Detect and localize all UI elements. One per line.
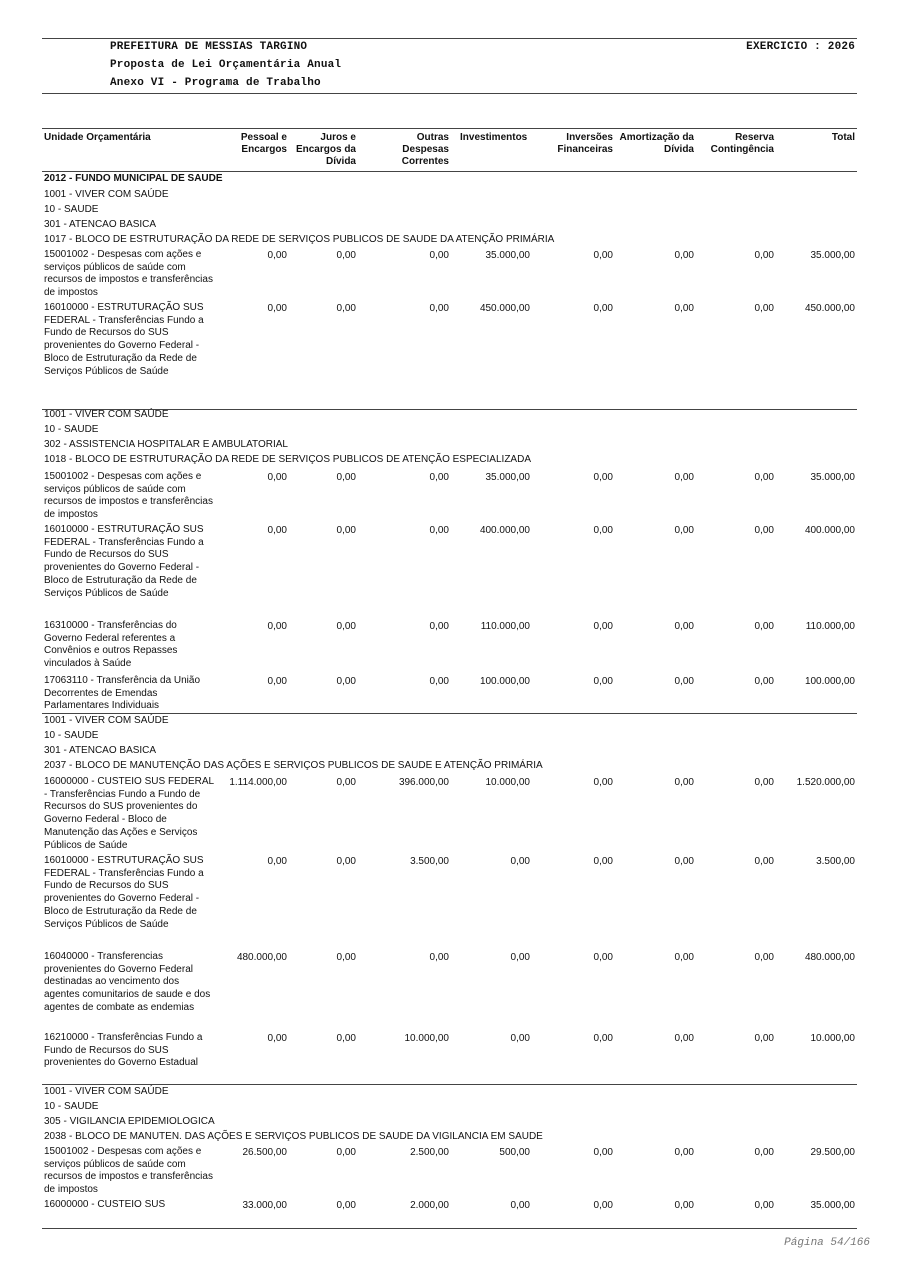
cell-amort: 0,00	[674, 856, 694, 867]
top-rule	[42, 38, 857, 39]
col-total	[832, 132, 855, 144]
cell-inversoes: 0,00	[593, 856, 613, 867]
unit-title: 2012 - FUNDO MUNICIPAL DE SAUDE	[44, 173, 223, 184]
cell-total: 110.000,00	[805, 621, 855, 632]
cell-pessoal: 33.000,00	[242, 1200, 287, 1211]
cell-total: 450.000,00	[804, 303, 855, 314]
subfunction-label: 302 - ASSISTENCIA HOSPITALAR E AMBULATORIAL	[44, 439, 288, 450]
col-outras-l3: Correntes	[401, 156, 449, 167]
cell-outras: 0,00	[429, 952, 449, 963]
cell-total: 29.500,00	[810, 1147, 855, 1158]
col-pessoal-l2: Encargos	[241, 144, 287, 155]
cell-inversoes: 0,00	[593, 472, 613, 483]
cell-reserva: 0,00	[754, 303, 774, 314]
col-invest	[460, 132, 527, 144]
cell-outras: 0,00	[429, 676, 449, 687]
action-label: 1018 - BLOCO DE ESTRUTURAÇÃO DA REDE DE SERVIÇOS PUBLICOS DE ATENÇÃO ESPECIALIZADA	[44, 454, 531, 465]
cell-invest: 35.000,00	[485, 250, 530, 261]
cell-juros: 0,00	[336, 621, 356, 632]
cell-total: 1.520.000,00	[796, 777, 855, 788]
function-label: 10 - SAUDE	[44, 204, 99, 215]
col-juros-l2: Encargos da	[295, 144, 356, 155]
cell-reserva: 0,00	[754, 472, 774, 483]
cell-pessoal: 0,00	[267, 250, 287, 261]
row-desc: 15001002 - Despesas com ações e serviços públicos de saúde com recursos de impostos e transferências de impostos	[44, 1146, 213, 1196]
program-label: 1001 - VIVER COM SAÚDE	[44, 189, 169, 200]
cell-pessoal: 1.114.000,00	[229, 777, 287, 788]
subfunction-label: 301 - ATENCAO BASICA	[44, 745, 157, 756]
cell-juros: 0,00	[336, 250, 356, 261]
row-desc: 16310000 - Transferências do Governo Federal referentes a Convênios e outros Repasses vinculados à Saúde	[44, 620, 178, 670]
cell-outras: 0,00	[429, 303, 449, 314]
cell-reserva: 0,00	[754, 1033, 774, 1044]
cell-invest: 0,00	[510, 1033, 530, 1044]
cell-outras: 0,00	[429, 472, 449, 483]
col-pessoal	[241, 132, 287, 156]
subfunction-label: 301 - ATENCAO BASICA	[44, 219, 157, 230]
cell-invest: 0,00	[510, 1200, 530, 1211]
cell-reserva: 0,00	[754, 525, 774, 536]
cell-outras: 396.000,00	[398, 777, 449, 788]
cell-outras: 0,00	[429, 621, 449, 632]
cell-reserva: 0,00	[754, 676, 774, 687]
cell-invest: 0,00	[510, 952, 530, 963]
col-amort-l1: Amortização da	[619, 132, 694, 143]
col-juros-l3: Dívida	[325, 156, 356, 167]
block-rule	[42, 1084, 857, 1085]
action-label: 2037 - BLOCO DE MANUTENÇÃO DAS AÇÕES E SERVIÇOS PUBLICOS DE SAUDE E ATENÇÃO PRIMÁRIA	[44, 760, 543, 771]
cell-total: 100.000,00	[804, 676, 855, 687]
page-number: Página 54/166	[784, 1237, 870, 1249]
cell-pessoal: 0,00	[267, 525, 287, 536]
cell-juros: 0,00	[336, 1200, 356, 1211]
cell-invest: 100.000,00	[479, 676, 530, 687]
cell-invest: 10.000,00	[485, 777, 530, 788]
cell-outras: 10.000,00	[404, 1033, 449, 1044]
function-label: 10 - SAUDE	[44, 1101, 99, 1112]
cell-amort: 0,00	[674, 1033, 694, 1044]
exercise-label: EXERCICIO : 2026	[746, 41, 855, 53]
row-desc: 15001002 - Despesas com ações e serviços públicos de saúde com recursos de impostos e transferências de impostos	[44, 471, 213, 521]
cell-total: 480.000,00	[804, 952, 855, 963]
cell-inversoes: 0,00	[593, 1147, 613, 1158]
cell-pessoal: 0,00	[267, 303, 287, 314]
cell-amort: 0,00	[674, 1147, 694, 1158]
program-label: 1001 - VIVER COM SAÚDE	[44, 409, 169, 420]
cell-inversoes: 0,00	[593, 621, 613, 632]
law-title: Proposta de Lei Orçamentária Anual	[110, 59, 342, 71]
col-juros-l1: Juros e	[320, 132, 356, 143]
cell-inversoes: 0,00	[593, 1033, 613, 1044]
cell-reserva: 0,00	[754, 777, 774, 788]
cell-pessoal: 0,00	[267, 621, 287, 632]
row-desc: 16010000 - ESTRUTURAÇÃO SUS FEDERAL - Transferências Fundo a Fundo de Recursos do SUS provenientes do Governo Federal - Bloco de Estruturação da Rede de Serviços Públicos de Saúde	[44, 855, 204, 930]
col-unit: Unidade Orçamentária	[44, 132, 151, 143]
row-desc: 17063110 - Transferência da União Decorrentes de Emendas Parlamentares Individuais	[44, 675, 201, 712]
col-reserva-l2: Contingência	[710, 144, 774, 155]
cell-pessoal: 0,00	[267, 856, 287, 867]
row-desc: 16210000 - Transferências Fundo a Fundo de Recursos do SUS provenientes do Governo Estadual	[44, 1032, 203, 1069]
col-amort-l2: Dívida	[663, 144, 694, 155]
row-desc: 16000000 - CUSTEIO SUS	[44, 1199, 166, 1210]
col-pessoal-l1: Pessoal e	[240, 132, 287, 143]
cell-pessoal: 0,00	[267, 472, 287, 483]
cell-juros: 0,00	[336, 856, 356, 867]
cell-inversoes: 0,00	[593, 525, 613, 536]
cell-amort: 0,00	[674, 777, 694, 788]
cell-invest: 400.000,00	[479, 525, 530, 536]
cell-juros: 0,00	[336, 472, 356, 483]
col-juros	[296, 132, 356, 168]
cell-juros: 0,00	[336, 777, 356, 788]
row-desc: 16010000 - ESTRUTURAÇÃO SUS FEDERAL - Transferências Fundo a Fundo de Recursos do SUS provenientes do Governo Federal - Bloco de Estruturação da Rede de Serviços Públicos de Saúde	[44, 302, 204, 377]
cell-total: 400.000,00	[804, 525, 855, 536]
function-label: 10 - SAUDE	[44, 730, 99, 741]
cell-reserva: 0,00	[754, 621, 774, 632]
cell-juros: 0,00	[336, 1147, 356, 1158]
cell-total: 35.000,00	[810, 250, 855, 261]
cell-outras: 0,00	[429, 250, 449, 261]
cell-invest: 35.000,00	[485, 472, 530, 483]
cell-juros: 0,00	[336, 676, 356, 687]
cell-amort: 0,00	[674, 1200, 694, 1211]
cell-inversoes: 0,00	[593, 250, 613, 261]
cell-pessoal: 480.000,00	[236, 952, 287, 963]
row-desc: 16040000 - Transferencias provenientes do Governo Federal destinadas ao vencimento dos agentes comunitarios de saude e dos agentes de combate as endemias	[44, 951, 211, 1013]
cell-amort: 0,00	[674, 303, 694, 314]
cell-total: 3.500,00	[816, 856, 855, 867]
cell-inversoes: 0,00	[593, 1200, 613, 1211]
cell-inversoes: 0,00	[593, 952, 613, 963]
block-rule	[42, 713, 857, 714]
cell-invest: 110.000,00	[480, 621, 530, 632]
program-label: 1001 - VIVER COM SAÚDE	[44, 715, 169, 726]
cell-pessoal: 26.500,00	[242, 1147, 287, 1158]
cell-juros: 0,00	[336, 1033, 356, 1044]
cell-total: 35.000,00	[810, 472, 855, 483]
cell-amort: 0,00	[674, 621, 694, 632]
cell-pessoal: 0,00	[267, 1033, 287, 1044]
col-amort	[620, 132, 694, 156]
cell-outras: 2.000,00	[410, 1200, 449, 1211]
cell-reserva: 0,00	[754, 856, 774, 867]
row-desc: 15001002 - Despesas com ações e serviços públicos de saúde com recursos de impostos e transferências de impostos	[44, 249, 213, 299]
header-bottom-rule	[42, 93, 857, 94]
cell-reserva: 0,00	[754, 952, 774, 963]
cell-invest: 0,00	[510, 856, 530, 867]
col-reserva-l1: Reserva	[735, 132, 774, 143]
cell-inversoes: 0,00	[593, 303, 613, 314]
cell-amort: 0,00	[674, 676, 694, 687]
col-invest-l1: Investimentos	[460, 132, 528, 143]
action-label: 1017 - BLOCO DE ESTRUTURAÇÃO DA REDE DE SERVIÇOS PUBLICOS DE SAUDE DA ATENÇÃO PRIMÁRIA	[44, 234, 555, 245]
row-desc: 16000000 - CUSTEIO SUS FEDERAL - Transferências Fundo a Fundo de Recursos do SUS provenientes do Governo Federal - Bloco de Manutenção das Ações e Serviços Públicos de Saúde	[44, 776, 214, 851]
municipality-title: PREFEITURA DE MESSIAS TARGINO	[110, 41, 308, 53]
cell-invest: 450.000,00	[479, 303, 530, 314]
cell-pessoal: 0,00	[267, 676, 287, 687]
cell-juros: 0,00	[336, 303, 356, 314]
column-header-top-rule	[42, 128, 857, 129]
col-inversoes	[557, 132, 613, 156]
program-label: 1001 - VIVER COM SAÚDE	[44, 1086, 169, 1097]
subfunction-label: 305 - VIGILANCIA EPIDEMIOLOGICA	[44, 1116, 215, 1127]
row-desc: 16010000 - ESTRUTURAÇÃO SUS FEDERAL - Transferências Fundo a Fundo de Recursos do SUS provenientes do Governo Federal - Bloco de Estruturação da Rede de Serviços Públicos de Saúde	[44, 524, 204, 599]
col-inversoes-l1: Inversões	[566, 132, 613, 143]
bottom-rule	[42, 1228, 857, 1229]
cell-total: 10.000,00	[810, 1033, 855, 1044]
column-header-bottom-rule	[42, 171, 857, 172]
cell-reserva: 0,00	[754, 1147, 774, 1158]
cell-inversoes: 0,00	[593, 676, 613, 687]
cell-inversoes: 0,00	[593, 777, 613, 788]
cell-outras: 0,00	[429, 525, 449, 536]
col-inversoes-l2: Financeiras	[557, 144, 613, 155]
col-reserva	[711, 132, 774, 156]
action-label: 2038 - BLOCO DE MANUTEN. DAS AÇÕES E SERVIÇOS PUBLICOS DE SAUDE DA VIGILANCIA EM SAUDE	[44, 1131, 543, 1142]
cell-invest: 500,00	[499, 1147, 530, 1158]
cell-amort: 0,00	[674, 525, 694, 536]
cell-total: 35.000,00	[810, 1200, 855, 1211]
cell-juros: 0,00	[336, 952, 356, 963]
col-outras	[402, 132, 449, 168]
cell-outras: 3.500,00	[410, 856, 449, 867]
cell-reserva: 0,00	[754, 250, 774, 261]
col-outras-l2: Despesas	[402, 144, 449, 155]
annex-title: Anexo VI - Programa de Trabalho	[110, 77, 321, 89]
cell-amort: 0,00	[674, 952, 694, 963]
cell-amort: 0,00	[674, 472, 694, 483]
cell-juros: 0,00	[336, 525, 356, 536]
cell-outras: 2.500,00	[410, 1147, 449, 1158]
cell-reserva: 0,00	[754, 1200, 774, 1211]
col-outras-l1: Outras	[416, 132, 449, 143]
function-label: 10 - SAUDE	[44, 424, 99, 435]
cell-amort: 0,00	[674, 250, 694, 261]
col-total-l1: Total	[831, 132, 855, 143]
